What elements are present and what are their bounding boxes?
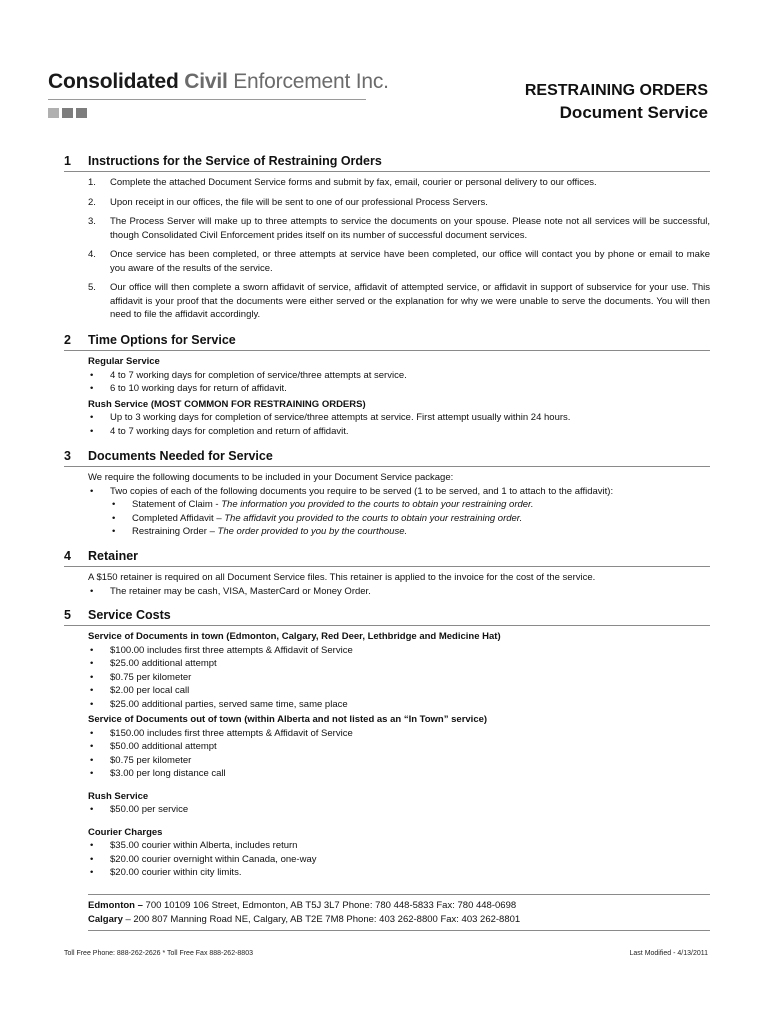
section-header bbox=[64, 449, 710, 467]
section-number: 1 bbox=[64, 154, 71, 168]
list-item: • Up to 3 working days for completion of service/three attempts at service. First attempt usually within 24 hours. bbox=[88, 411, 710, 425]
instruction-number: 1. bbox=[88, 177, 96, 188]
instruction-text: The Process Server will make up to three attempts to service the documents on your spouse. Please note not all services will be successful, though Consolidated Civil Enforcement prides itself on its number of successful document services. bbox=[110, 216, 710, 241]
brand-enforcement: Enforcement Inc. bbox=[233, 70, 389, 93]
section-number: 2 bbox=[64, 333, 71, 347]
instruction-item bbox=[88, 196, 710, 210]
instruction-text: Complete the attached Document Service forms and submit by fax, email, courier or personal delivery to our offices. bbox=[110, 177, 597, 188]
brand-civil: Civil bbox=[184, 70, 228, 93]
instruction-item bbox=[88, 248, 710, 275]
list-item: • $25.00 additional attempt bbox=[88, 657, 710, 671]
list-item: • $150.00 includes first three attempts & Affidavit of Service bbox=[88, 727, 710, 741]
regular-service-heading: Regular Service bbox=[88, 356, 160, 367]
instruction-item bbox=[88, 281, 710, 322]
company-logo bbox=[48, 70, 389, 94]
instruction-number: 2. bbox=[88, 196, 96, 208]
section-title: Retainer bbox=[88, 549, 139, 563]
service-costs-body bbox=[88, 630, 710, 880]
section-number: 3 bbox=[64, 449, 71, 463]
edmonton-office: Edmonton – 700 10109 106 Street, Edmonton, AB T5J 3L7 Phone: 780 448-5833 Fax: 780 448-0698 bbox=[88, 900, 517, 911]
section-number: 4 bbox=[64, 549, 71, 563]
rush-service-heading: Rush Service bbox=[88, 790, 149, 802]
list-item: • 4 to 7 working days for completion and return of affidavit. bbox=[88, 425, 710, 439]
instruction-item bbox=[88, 176, 710, 190]
retainer-text: A $150 retainer is required on all Document Service files. This retainer is applied to the invoice for the cost of the service. bbox=[88, 572, 596, 583]
instruction-number: 5. bbox=[88, 282, 96, 293]
section-retainer bbox=[64, 549, 710, 598]
footer-toll-free: Toll Free Phone: 888-262-2626 * Toll Free Fax 888-262-8803 bbox=[64, 950, 253, 957]
documents-body bbox=[88, 471, 710, 539]
list-item: • 6 to 10 working days for return of affidavit. bbox=[88, 382, 710, 396]
instruction-item bbox=[88, 215, 710, 242]
section-header bbox=[64, 608, 710, 626]
section-header bbox=[64, 333, 710, 351]
instruction-number: 4. bbox=[88, 249, 96, 260]
rush-service-heading: Rush Service (MOST COMMON FOR RESTRAINING ORDERS) bbox=[88, 398, 366, 410]
section-title: Service Costs bbox=[88, 608, 171, 622]
section-time-options bbox=[64, 333, 710, 438]
instruction-text: Our office will then complete a sworn affidavit of service, affidavit of attempted service, or affidavit in support of subservice for your use. This affidavit is your proof that the documents were either served or the explanation for why we were unable to serve the documents. You will then need to file the affidavit accordingly. bbox=[110, 282, 710, 320]
list-item: • $50.00 additional attempt bbox=[88, 740, 710, 754]
document-item: • Restraining Order – The order provided to you by the courthouse. bbox=[88, 525, 710, 539]
logo-divider bbox=[48, 99, 366, 100]
document-item: • Statement of Claim - The information you provided to the courts to obtain your restraining order. bbox=[88, 498, 710, 512]
section-documents-needed bbox=[64, 449, 710, 539]
documents-intro: We require the following documents to be included in your Document Service package: bbox=[88, 472, 454, 483]
section-header bbox=[64, 549, 710, 567]
logo-blocks-icon bbox=[48, 108, 87, 118]
instruction-text: Once service has been completed, or three attempts at service have been completed, our office will contact you by phone or email to make you aware of the results of the service. bbox=[110, 249, 710, 274]
instructions-list bbox=[88, 176, 710, 322]
list-item: • $20.00 courier within city limits. bbox=[88, 866, 710, 880]
list-item: • $2.00 per local call bbox=[88, 684, 710, 698]
brand-consolidated: Consolidated bbox=[48, 70, 179, 93]
list-item: • 4 to 7 working days for completion of service/three attempts at service. bbox=[88, 369, 710, 383]
section-title: Documents Needed for Service bbox=[88, 449, 273, 463]
list-item: • Two copies of each of the following documents you require to be served (1 to be served, and 1 to attach to the affidavit): bbox=[88, 485, 710, 499]
document-title bbox=[525, 80, 708, 124]
in-town-heading: Service of Documents in town (Edmonton, Calgary, Red Deer, Lethbridge and Medicine Hat) bbox=[88, 631, 501, 642]
list-item: • $25.00 additional parties, served same time, same place bbox=[88, 698, 710, 712]
section-number: 5 bbox=[64, 608, 71, 622]
list-item: • $0.75 per kilometer bbox=[88, 754, 710, 768]
title-restraining-orders: RESTRAINING ORDERS bbox=[524, 82, 708, 99]
list-item: • The retainer may be cash, VISA, MasterCard or Money Order. bbox=[88, 585, 710, 599]
list-item: • $20.00 courier overnight within Canada, one-way bbox=[88, 853, 710, 867]
section-instructions bbox=[64, 154, 710, 328]
list-item: • $100.00 includes first three attempts & Affidavit of Service bbox=[88, 644, 710, 658]
section-title: Instructions for the Service of Restraining Orders bbox=[88, 154, 382, 168]
calgary-office: Calgary – 200 807 Manning Road NE, Calgary, AB T2E 7M8 Phone: 403 262-8800 Fax: 403 262-8801 bbox=[88, 914, 521, 925]
section-header bbox=[64, 154, 710, 172]
out-of-town-heading: Service of Documents out of town (within Alberta and not listed as an “In Town” service) bbox=[88, 714, 488, 725]
courier-charges-heading: Courier Charges bbox=[88, 826, 163, 838]
list-item: • $0.75 per kilometer bbox=[88, 671, 710, 685]
footer-last-modified: Last Modified - 4/13/2011 bbox=[629, 950, 708, 957]
title-document-service: Document Service bbox=[559, 103, 708, 122]
section-service-costs bbox=[64, 608, 710, 880]
document-item: • Completed Affidavit – The affidavit you provided to the courts to obtain your restraining order. bbox=[88, 512, 710, 526]
list-item: • $3.00 per long distance call bbox=[88, 767, 710, 781]
time-options-body bbox=[88, 355, 710, 438]
office-contacts bbox=[88, 894, 710, 931]
list-item: • $50.00 per service bbox=[88, 803, 710, 817]
section-title: Time Options for Service bbox=[88, 333, 236, 347]
instruction-text: Upon receipt in our offices, the file will be sent to one of our professional Process Servers. bbox=[110, 196, 488, 208]
list-item: • $35.00 courier within Alberta, includes return bbox=[88, 839, 710, 853]
instruction-number: 3. bbox=[88, 216, 96, 227]
retainer-body bbox=[88, 571, 710, 598]
